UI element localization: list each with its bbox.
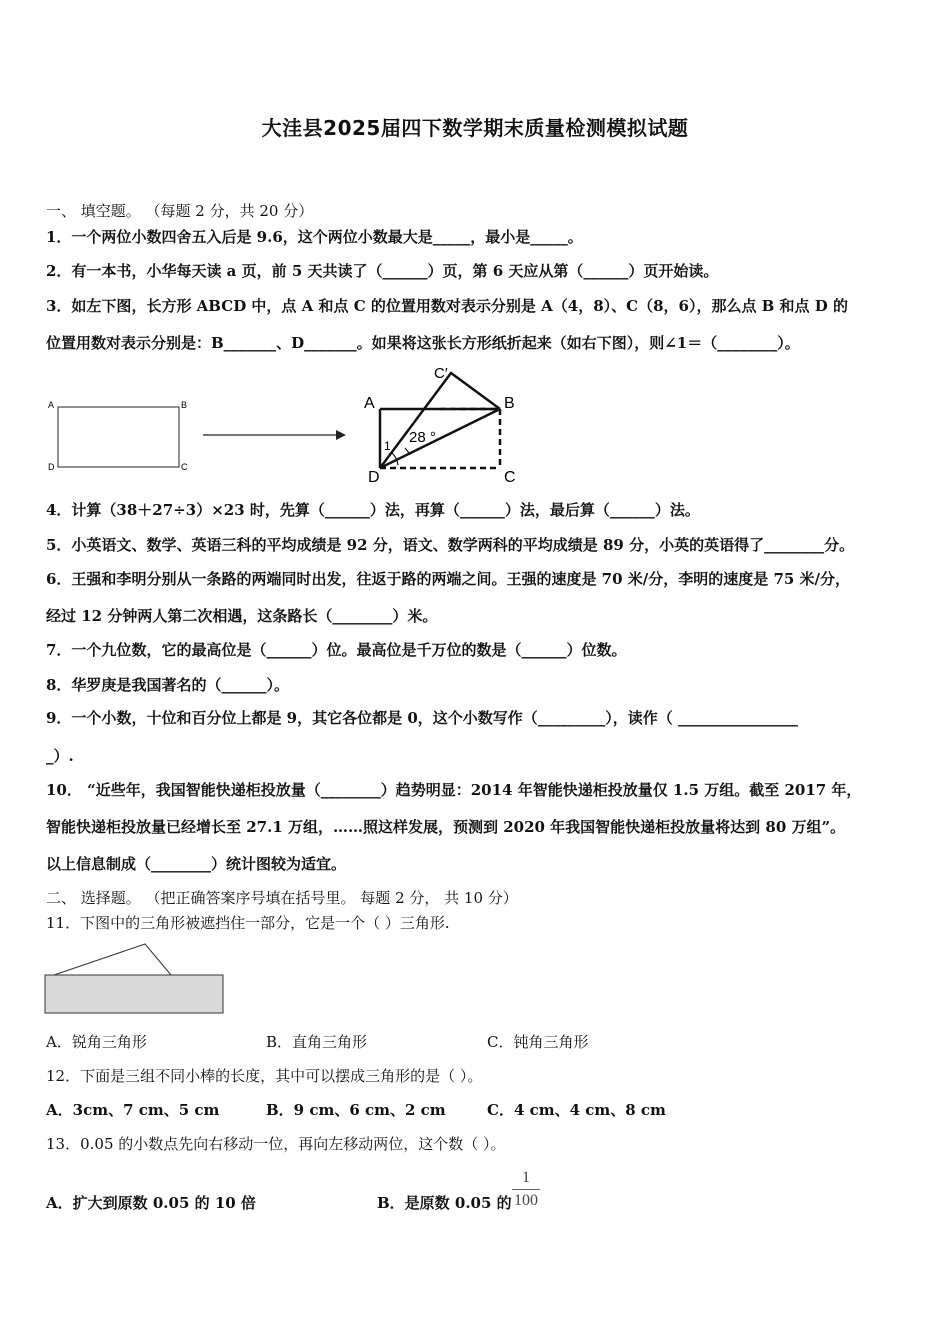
question-5: 5．小英语文、数学、英语三科的平均成绩是 92 分，语文、数学两科的平均成绩是 89 分，小英的英语得了________分。: [46, 536, 855, 554]
label-left-d: D: [48, 462, 55, 472]
label-left-c: C: [181, 462, 188, 472]
question-10-line3: 以上信息制成（________）统计图较为适宜。: [46, 855, 347, 873]
question-9-line1: 9．一个小数，十位和百分位上都是 9，其它各位都是 0，这个小数写作（_________），读作（ ________________: [46, 709, 798, 727]
question-11: 11．下图中的三角形被遮挡住一部分，它是一个（ ）三角形.: [46, 914, 450, 932]
label-right-c-prime: C′: [434, 365, 448, 382]
question-1: 1．一个两位小数四舍五入后是 9.6，这个两位小数最大是_____，最小是_____。: [46, 228, 583, 246]
question-12: 12．下面是三组不同小棒的长度，其中可以摆成三角形的是（ ）。: [46, 1067, 483, 1085]
hidden-triangle-figure: [44, 942, 226, 1016]
triangle-top-edges: [54, 944, 171, 975]
section-2-heading: 二、 选择题。 （把正确答案序号填在括号里。 每题 2 分， 共 10 分）: [46, 889, 518, 907]
q13-option-b[interactable]: B．是原数 0.05 的: [377, 1194, 512, 1212]
rectangle-fold-figure: [40, 362, 560, 488]
folded-triangle: [380, 373, 500, 468]
q12-option-b[interactable]: B．9 cm、6 cm、2 cm: [266, 1101, 446, 1119]
question-7: 7．一个九位数，它的最高位是（______）位。最高位是千万位的数是（______）位数。: [46, 641, 627, 659]
question-3-line1: 3．如左下图，长方形 ABCD 中，点 A 和点 C 的位置用数对表示分别是 A（4，8）、C（8，6），那么点 B 和点 D 的: [46, 297, 849, 315]
q12-option-a[interactable]: A．3cm、7 cm、5 cm: [46, 1101, 220, 1119]
fraction-one-hundredth: [510, 1168, 542, 1211]
question-6-line2: 经过 12 分钟两人第二次相遇，这条路长（________）米。: [46, 607, 438, 625]
label-angle-1: 1: [384, 439, 391, 453]
fraction-denominator: 100: [514, 1192, 538, 1209]
label-left-b: B: [181, 400, 188, 410]
question-10-line1: 10． “近些年，我国智能快递柜投放量（________）趋势明显：2014 年智能快递柜投放量仅 1.5 万组。截至 2017 年，: [46, 781, 862, 799]
question-8: 8．华罗庚是我国著名的（______）。: [46, 676, 289, 694]
fraction-bar: [512, 1189, 540, 1190]
q12-option-c[interactable]: C．4 cm、4 cm、8 cm: [487, 1101, 666, 1119]
label-right-a: A: [364, 395, 375, 412]
question-9-line2: _）.: [46, 747, 74, 765]
question-10-line2: 智能快递柜投放量已经增长至 27.1 万组，……照这样发展，预测到 2020 年我国智能快递柜投放量将达到 80 万组”。: [46, 818, 846, 836]
q11-option-b[interactable]: B．直角三角形: [266, 1033, 368, 1051]
cover-rectangle: [45, 975, 223, 1013]
question-4: 4．计算（38＋27÷3）×23 时，先算（______）法，再算（______）法，最后算（______）法。: [46, 501, 700, 519]
label-left-a: A: [48, 400, 55, 410]
arrow-head-icon: [336, 430, 346, 440]
label-right-d: D: [368, 469, 380, 486]
q13-option-a[interactable]: A．扩大到原数 0.05 的 10 倍: [46, 1194, 256, 1212]
label-angle-28: 28 °: [409, 429, 436, 446]
q11-option-c[interactable]: C．钝角三角形: [487, 1033, 589, 1051]
question-2: 2．有一本书，小华每天读 a 页，前 5 天共读了（______）页，第 6 天应从第（______）页开始读。: [46, 262, 719, 280]
page-title: 大洼县2025届四下数学期末质量检测模拟试题: [261, 116, 689, 140]
question-3-line2: 位置用数对表示分别是：B_______、D_______。如果将这张长方形纸折起来（如右下图），则∠1＝（________）。: [46, 334, 800, 352]
q11-option-a[interactable]: A．锐角三角形: [46, 1033, 147, 1051]
section-1-heading: 一、 填空题。 （每题 2 分，共 20 分）: [46, 202, 314, 220]
label-right-c: C: [504, 469, 516, 486]
question-13: 13．0.05 的小数点先向右移动一位，再向左移动两位，这个数（ ）。: [46, 1135, 506, 1153]
question-6-line1: 6．王强和李明分别从一条路的两端同时出发，往返于路的两端之间。王强的速度是 70 米/分，李明的速度是 75 米/分，: [46, 570, 851, 588]
fold-diagonal: [380, 409, 500, 468]
fraction-numerator: 1: [522, 1169, 530, 1186]
rectangle-abcd: [58, 407, 179, 467]
label-right-b: B: [504, 395, 515, 412]
